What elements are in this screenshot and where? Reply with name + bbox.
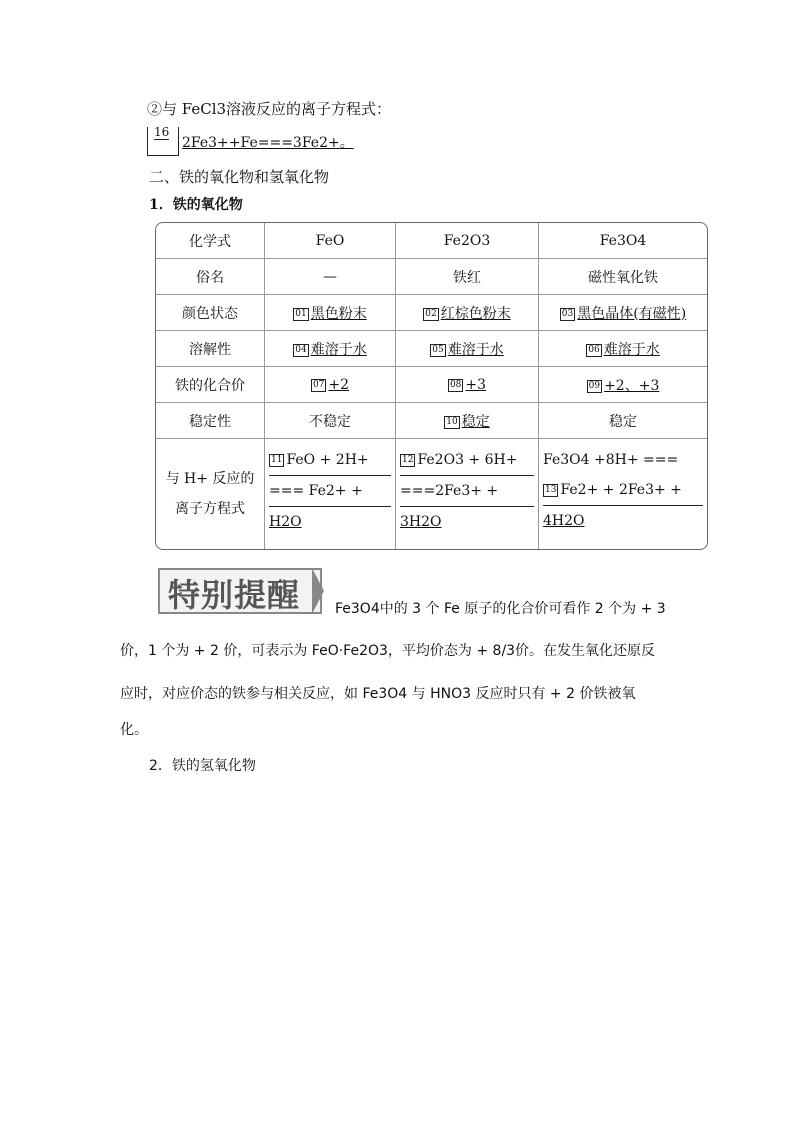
row-label: 稳定性 [156, 403, 265, 439]
row-label: 铁的化合价 [156, 367, 265, 403]
header-cell: Fe3O4 [539, 223, 707, 259]
row-label [156, 439, 265, 549]
table-row [156, 331, 707, 367]
table-row [156, 295, 707, 331]
subsection-hydroxides: 2．铁的氢氧化物 [149, 758, 256, 774]
table-cell [265, 331, 396, 367]
equation-cell [265, 439, 396, 549]
row-label: 颜色状态 [156, 295, 265, 331]
cell-text: 黑色晶体(有磁性) [577, 305, 687, 322]
table-cell [539, 403, 707, 439]
equation-line2: === Fe2+ + [269, 476, 391, 507]
equation-line2: 13 Fe2+ + 2Fe3+ + [543, 475, 703, 506]
table-row-equations [156, 439, 707, 549]
answer-box [147, 127, 179, 156]
iron-oxides-table [155, 222, 708, 550]
intro-line: ②与 FeCl3溶液反应的离子方程式： [147, 100, 392, 118]
equation-line3: H2O [269, 514, 302, 530]
table-cell [539, 259, 707, 295]
cell-text: 稳定 [609, 413, 637, 430]
header-cell: Fe2O3 [396, 223, 539, 259]
answer-tag: 05 [432, 344, 444, 355]
table-cell [265, 259, 396, 295]
answer-tag: 10 [446, 416, 458, 427]
header-cell: 化学式 [156, 223, 265, 259]
answer-tag: 08 [449, 379, 462, 390]
table-cell [539, 331, 707, 367]
cell-text: 难溶于水 [310, 341, 367, 358]
cell-text: 难溶于水 [603, 341, 660, 358]
equation-line2: ===2Fe3+ + [400, 476, 534, 507]
table-cell [539, 367, 707, 403]
row-label: 溶解性 [156, 331, 265, 367]
answer-tag: 07 [312, 379, 325, 390]
cell-text: — [323, 268, 337, 285]
header-cell: FeO [265, 223, 396, 259]
table-cell [396, 331, 539, 367]
tip-paragraph-line4: 化。 [120, 722, 148, 738]
table-header-row [156, 223, 707, 259]
table-cell [396, 259, 539, 295]
cell-text: 磁性氧化铁 [588, 269, 658, 286]
cell-text: +2、+3 [604, 377, 660, 394]
answer-tag: 06 [588, 344, 600, 355]
cell-text: 红棕色粉末 [440, 305, 511, 322]
answer-box-number: 16 [154, 125, 170, 139]
equation-line3: 4H2O [543, 513, 585, 529]
tip-paragraph-line2: 价，1 个为 + 2 价，可表示为 FeO·Fe2O3，平均价态为 + 8/3价。在发生氧化还原反 [120, 643, 656, 659]
equation-line1: 11 FeO + 2H+ [269, 445, 391, 476]
equation-cell [396, 439, 539, 549]
tip-banner [158, 568, 322, 614]
cell-text: 不稳定 [309, 413, 351, 430]
answer-tag: 13 [545, 485, 557, 495]
cell-text: 黑色粉末 [310, 305, 367, 322]
table-row [156, 403, 707, 439]
answer-tag: 03 [561, 308, 574, 319]
banner-arrow-icon [312, 568, 324, 614]
table-cell [265, 403, 396, 439]
table-cell [396, 403, 539, 439]
section-title: 二、铁的氧化物和氢氧化物 [149, 168, 330, 186]
equation-cell [539, 439, 707, 549]
table-row [156, 259, 707, 295]
table-cell [396, 367, 539, 403]
intro-equation: 2Fe3++Fe===3Fe2+。 [182, 135, 354, 151]
equation-line3: 3H2O [400, 514, 442, 530]
table-cell [265, 295, 396, 331]
cell-text: 铁红 [453, 269, 481, 286]
row-label: 俗名 [156, 259, 265, 295]
cell-text: +3 [465, 376, 487, 393]
table-cell [396, 295, 539, 331]
equation-line1: Fe3O4 +8H+ === [543, 452, 679, 468]
cell-text: 难溶于水 [447, 341, 504, 358]
answer-tag: 02 [425, 308, 437, 319]
answer-tag: 01 [295, 308, 307, 319]
table-cell [539, 295, 707, 331]
answer-tag: 04 [295, 344, 307, 355]
answer-tag: 11 [271, 455, 283, 465]
tip-paragraph-line1: Fe3O4中的 3 个 Fe 原子的化合价可看作 2 个为 + 3 [335, 601, 666, 617]
tip-paragraph-line3: 应时，对应价态的铁参与相关反应，如 Fe3O4 与 HNO3 反应时只有 + 2 价铁被氧 [120, 686, 636, 702]
row-label-line2: 离子方程式 [175, 501, 245, 517]
answer-tag: 12 [402, 455, 414, 465]
answer-tag: 09 [588, 380, 601, 391]
tip-banner-text: 特别提醒 [168, 576, 301, 614]
subsection-oxides: 1．铁的氧化物 [149, 197, 243, 213]
table-row [156, 367, 707, 403]
table-cell [265, 367, 396, 403]
row-label-line1: 与 H+ 反应的 [165, 471, 255, 487]
cell-text: 稳定 [461, 413, 490, 430]
cell-text: +2 [328, 376, 350, 393]
equation-line1: 12 Fe2O3 + 6H+ [400, 445, 534, 476]
